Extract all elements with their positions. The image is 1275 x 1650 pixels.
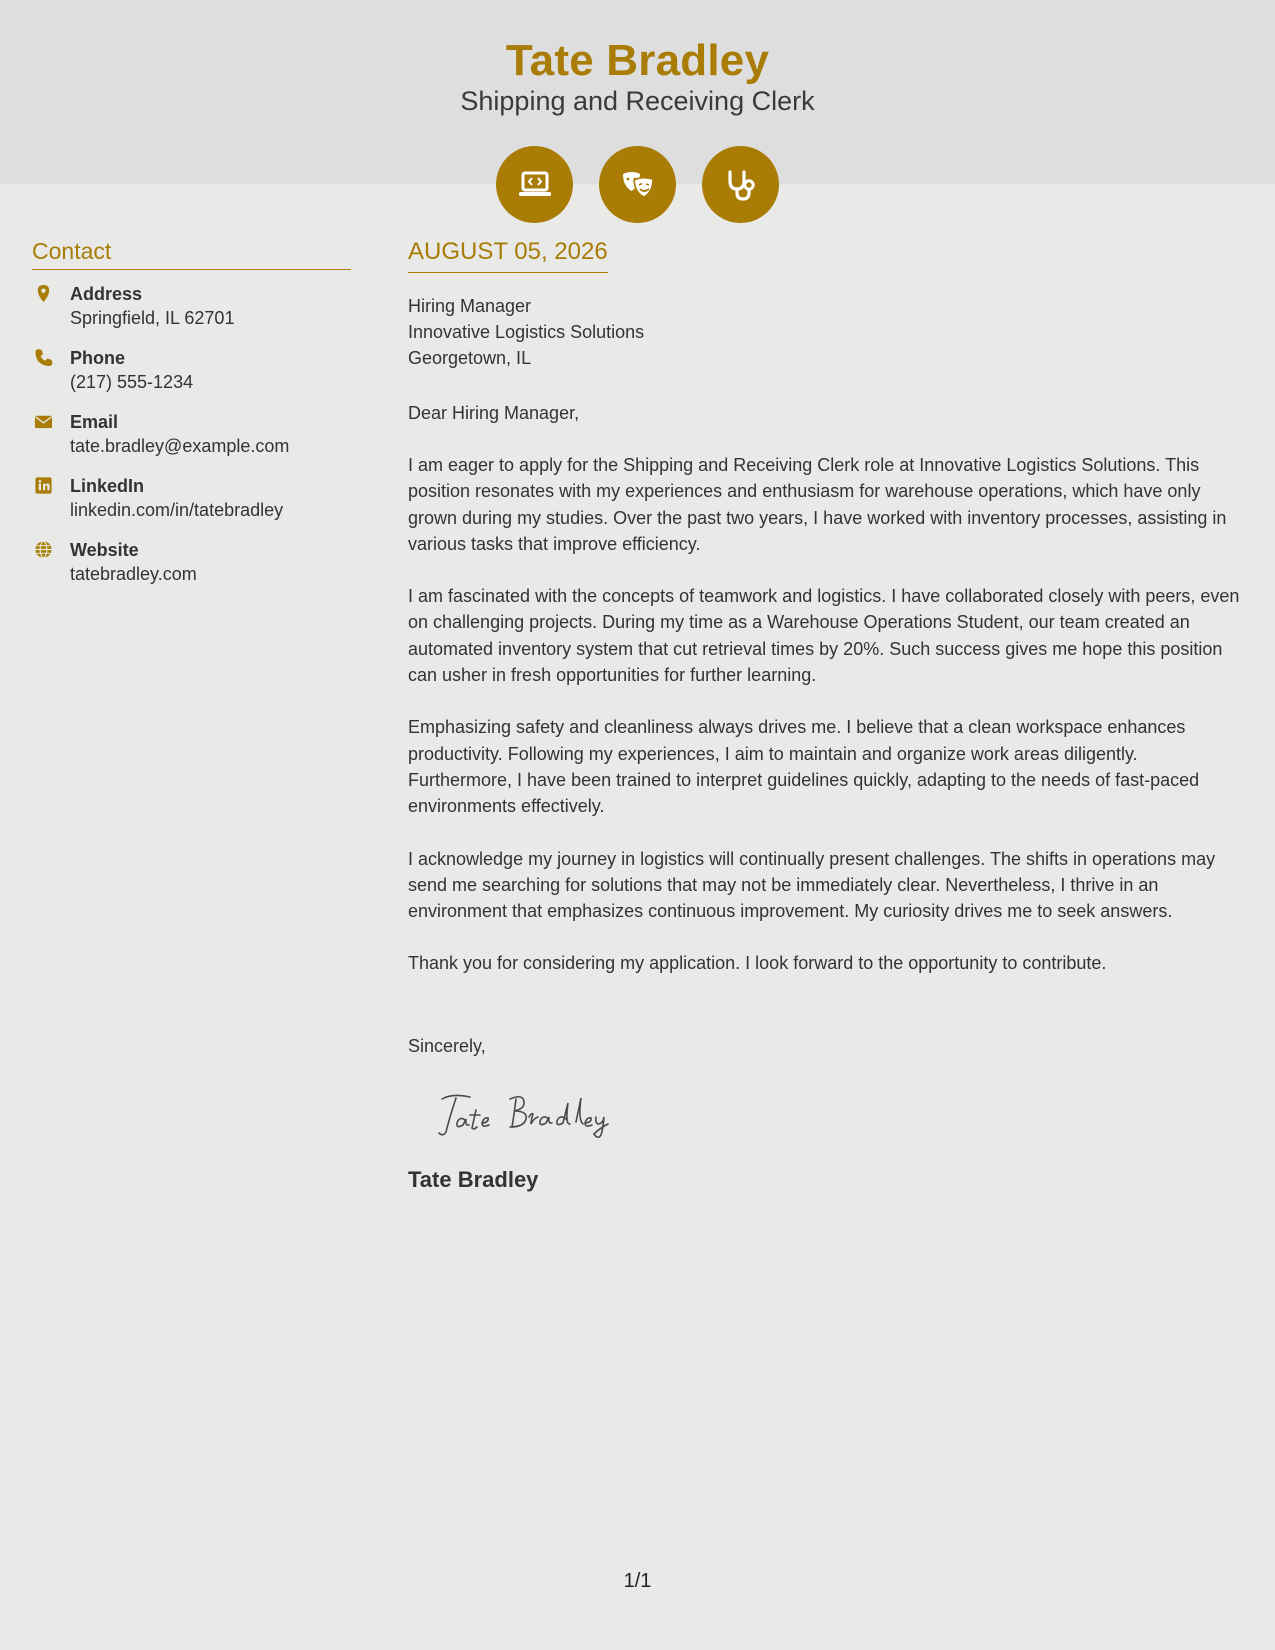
contact-sidebar	[32, 238, 351, 602]
contact-label: Email	[70, 412, 119, 432]
greeting: Dear Hiring Manager,	[408, 403, 580, 423]
envelope-icon	[32, 410, 70, 431]
letter-paragraph: I am eager to apply for the Shipping and Receiving Clerk role at Innovative Logistics Solutions. This position resonates with my experiences and enthusiasm for warehouse operations, which have only grown during my studies. Over the past two years, I have worked with inventory processes, assisting in various tasks that improve efficiency.	[408, 455, 1227, 554]
interest-icons	[0, 146, 1275, 223]
stethoscope-icon	[702, 146, 779, 223]
contact-value[interactable]: linkedin.com/in/tatebradley	[70, 500, 284, 520]
recipient-line: Hiring Manager	[408, 296, 532, 316]
page-number: 1/1	[623, 1570, 652, 1592]
contact-website	[32, 538, 351, 587]
contact-value: (217) 555-1234	[70, 372, 194, 392]
location-pin-icon	[32, 282, 70, 303]
applicant-name: Tate Bradley	[505, 36, 770, 85]
contact-phone	[32, 346, 351, 395]
theater-masks-icon	[599, 146, 676, 223]
globe-icon	[32, 538, 70, 559]
contact-label: LinkedIn	[70, 476, 145, 496]
contact-list	[32, 282, 351, 587]
contact-address	[32, 282, 351, 331]
signer-name: Tate Bradley	[408, 1166, 539, 1192]
phone-icon	[32, 346, 70, 367]
letter-body	[408, 238, 1243, 1193]
letter-paragraph: Emphasizing safety and cleanliness always drives me. I believe that a clean workspace enhances productivity. Following my experiences, I aim to maintain and organize work areas diligently. Furthermore, I have been trained to interpret guidelines quickly, adapting to the needs of fast-paced environments effectively.	[408, 717, 1200, 817]
contact-value: Springfield, IL 62701	[70, 308, 235, 328]
recipient-line: Georgetown, IL	[408, 348, 532, 368]
laptop-code-icon	[496, 146, 573, 223]
recipient-block	[408, 293, 1243, 371]
contact-label: Phone	[70, 348, 126, 368]
contact-label: Website	[70, 540, 139, 560]
letter-paragraph: I am fascinated with the concepts of teamwork and logistics. I have collaborated closely with peers, even on challenging projects. During my time as a Warehouse Operations Student, our team created an automated inventory system that cut retrieval times by 20%. Such success gives me hope this position can usher in fresh opportunities for further learning.	[408, 586, 1240, 686]
linkedin-icon	[32, 474, 70, 495]
contact-heading: Contact	[32, 238, 351, 270]
letter-paragraph: I acknowledge my journey in logistics will continually present challenges. The shifts in operations may send me searching for solutions that may not be immediately clear. Nevertheless, I thrive in an environment that emphasizes continuous improvement. My curiosity drives me to seek answers.	[408, 848, 1216, 922]
job-title: Shipping and Receiving Clerk	[460, 86, 815, 116]
contact-linkedin	[32, 474, 351, 523]
letter-date: AUGUST 05, 2026	[408, 238, 608, 273]
closing: Sincerely,	[408, 1035, 486, 1056]
letter-paragraph: Thank you for considering my application. I look forward to the opportunity to contribute.	[408, 953, 1107, 974]
contact-label: Address	[70, 284, 143, 304]
handwritten-signature	[436, 1085, 656, 1145]
contact-email	[32, 410, 351, 459]
recipient-line: Innovative Logistics Solutions	[408, 322, 645, 342]
contact-value[interactable]: tate.bradley@example.com	[70, 436, 290, 456]
contact-value[interactable]: tatebradley.com	[70, 564, 197, 584]
